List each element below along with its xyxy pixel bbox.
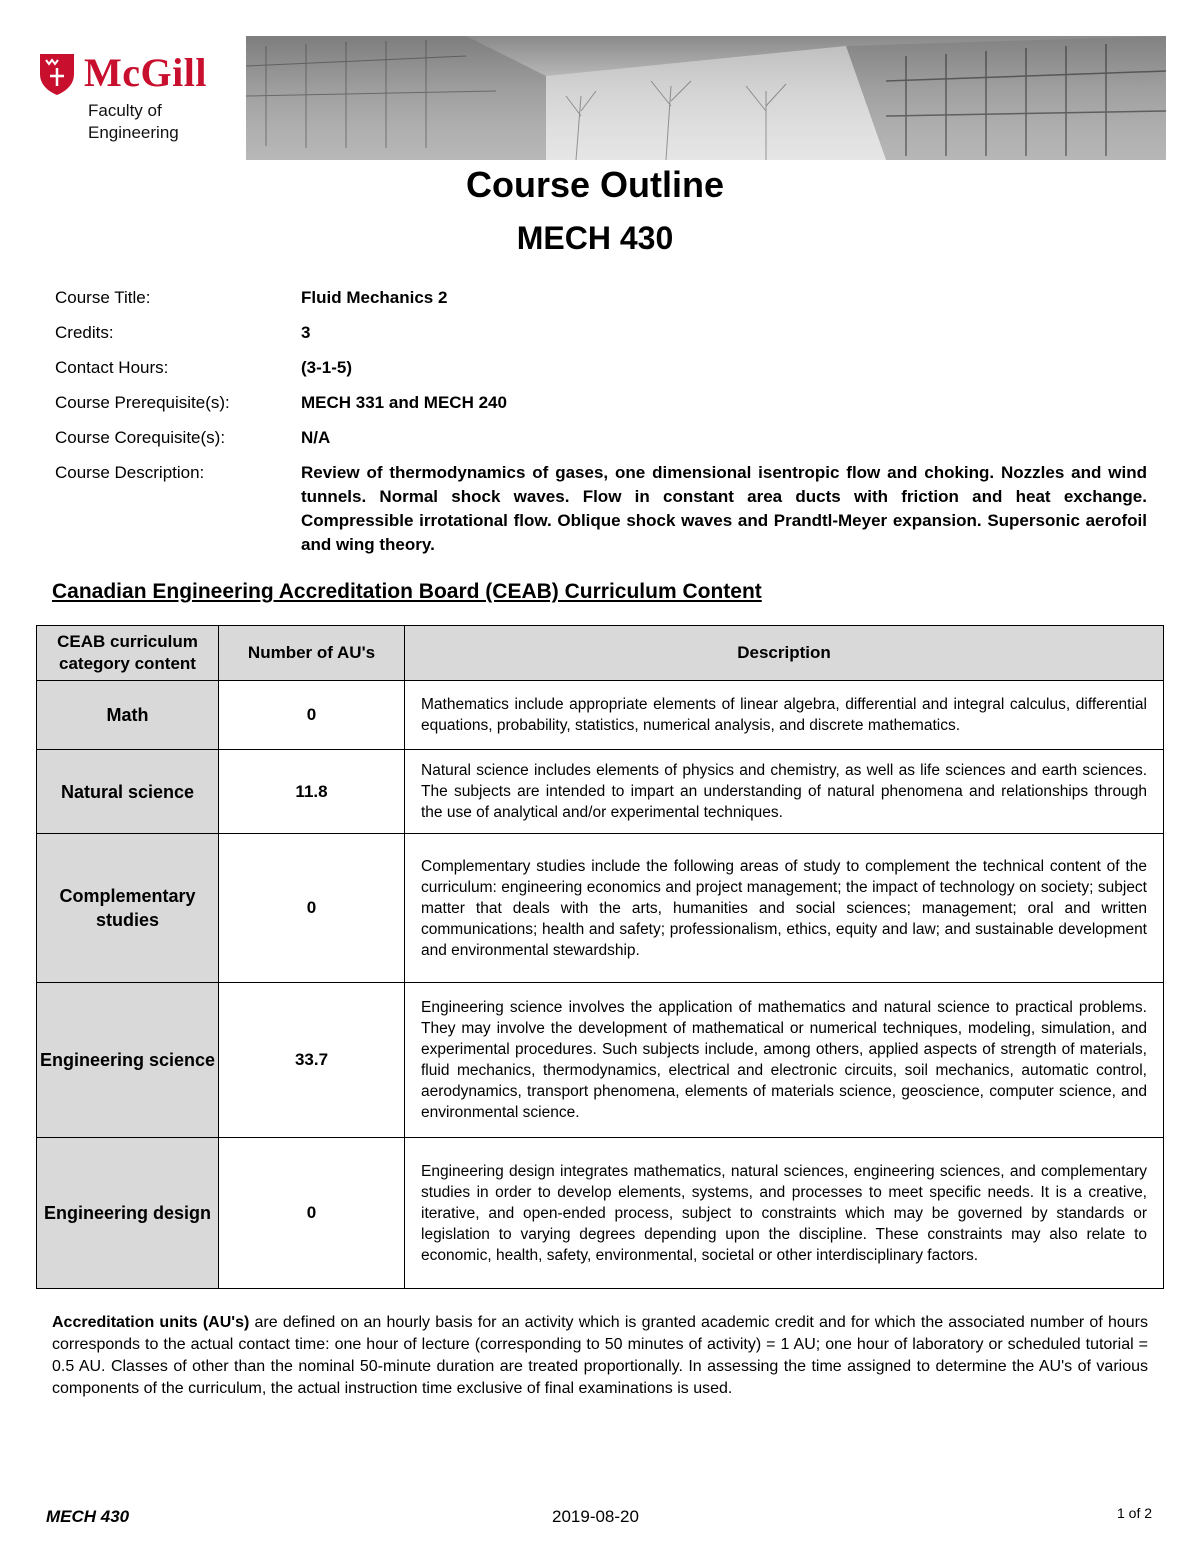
description-cell: Complementary studies include the following areas of study to complement the technical content of the curriculum: engineering economics and project management; the impact of technology on society; subject matter that deals with the arts, humanities and social sciences; management; oral and written communications; health and safety; professionalism, ethics, equity and law; and sustainable development and environmental stewardship. xyxy=(405,834,1164,982)
footer-page-number: 1 of 2 xyxy=(1117,1505,1153,1521)
logo-wordmark: McGill xyxy=(84,50,207,95)
table-row xyxy=(37,982,1164,1138)
page-title: Course Outline xyxy=(465,164,725,205)
category-cell: Engineering science xyxy=(37,982,219,1138)
table-row xyxy=(37,834,1164,982)
table-header-row xyxy=(37,626,1164,681)
header-description: Description xyxy=(405,626,1164,681)
ceab-table xyxy=(36,625,1164,1289)
aus-cell: 11.8 xyxy=(219,750,405,834)
aus-cell: 0 xyxy=(219,681,405,750)
accreditation-footnote xyxy=(52,1312,1148,1400)
category-cell: Math xyxy=(37,681,219,750)
description-cell: Natural science includes elements of physics and chemistry, as well as life sciences and earth sciences. The subjects are intended to impart an understanding of natural phenomena and relationships through the use of analytical and/or experimental techniques. xyxy=(405,750,1164,834)
description-cell: Engineering design integrates mathematics, natural sciences, engineering sciences, and complementary studies in order to develop elements, systems, and processes to meet specific needs. It is a creative, iterative, and open-ended process, subject to constraints which may be governed by standards or legislation to varying degrees depending upon the discipline. These constraints may also relate to economic, health, safety, environmental, societal or other interdisciplinary factors. xyxy=(405,1138,1164,1289)
category-cell: Natural science xyxy=(37,750,219,834)
description-cell: Engineering science involves the application of mathematics and natural science to practical problems. They may involve the development of mathematical or numerical techniques, modeling, simulation, and experimental procedures. Such subjects include, among others, applied aspects of strength of materials, fluid mechanics, thermodynamics, electrical and electronic circuits, soil mechanics, automatic control, aerodynamics, transport phenomena, elements of materials science, geoscience, computer science, and environmental science. xyxy=(405,982,1164,1138)
category-cell: Complementary studies xyxy=(37,834,219,982)
faculty-label: Faculty of Engineering xyxy=(88,101,179,142)
description-cell: Mathematics include appropriate elements of linear algebra, differential and integral calculus, differential equations, probability, statistics, numerical analysis, and discrete mathematics. xyxy=(405,681,1164,750)
header-category: CEAB curriculum category content xyxy=(37,626,219,681)
mcgill-shield-icon xyxy=(38,52,76,96)
table-row xyxy=(37,1138,1164,1289)
footer-date: 2019-08-20 xyxy=(552,1507,639,1526)
footnote-lead: Accreditation units (AU's) xyxy=(52,1314,250,1331)
footnote-text: are defined on an hourly basis for an activity which is granted academic credit and for which the associated number of hours corresponds to the actual contact time: one hour of lecture (corresponding to 50 minutes of activity) = 1 AU; one hour of laboratory or scheduled tutorial = 0.5 AU. Classes of other than the nominal 50-minute duration are treated proportionally. In assessing the time assigned to determine the AU's of various components of the curriculum, the actual instruction time exclusive of final examinations is used. xyxy=(52,1314,1148,1397)
campus-banner-image xyxy=(246,36,1166,160)
aus-cell: 0 xyxy=(219,1138,405,1289)
category-cell: Engineering design xyxy=(37,1138,219,1289)
ceab-section-heading: Canadian Engineering Accreditation Board (CEAB) Curriculum Content xyxy=(52,580,762,603)
aus-cell: 33.7 xyxy=(219,982,405,1138)
aus-cell: 0 xyxy=(219,834,405,982)
mcgill-logo xyxy=(36,50,236,150)
header-aus: Number of AU's xyxy=(219,626,405,681)
course-code-heading: MECH 430 xyxy=(516,220,674,256)
table-row xyxy=(37,750,1164,834)
footer-course-code: MECH 430 xyxy=(46,1507,130,1526)
table-row xyxy=(37,681,1164,750)
